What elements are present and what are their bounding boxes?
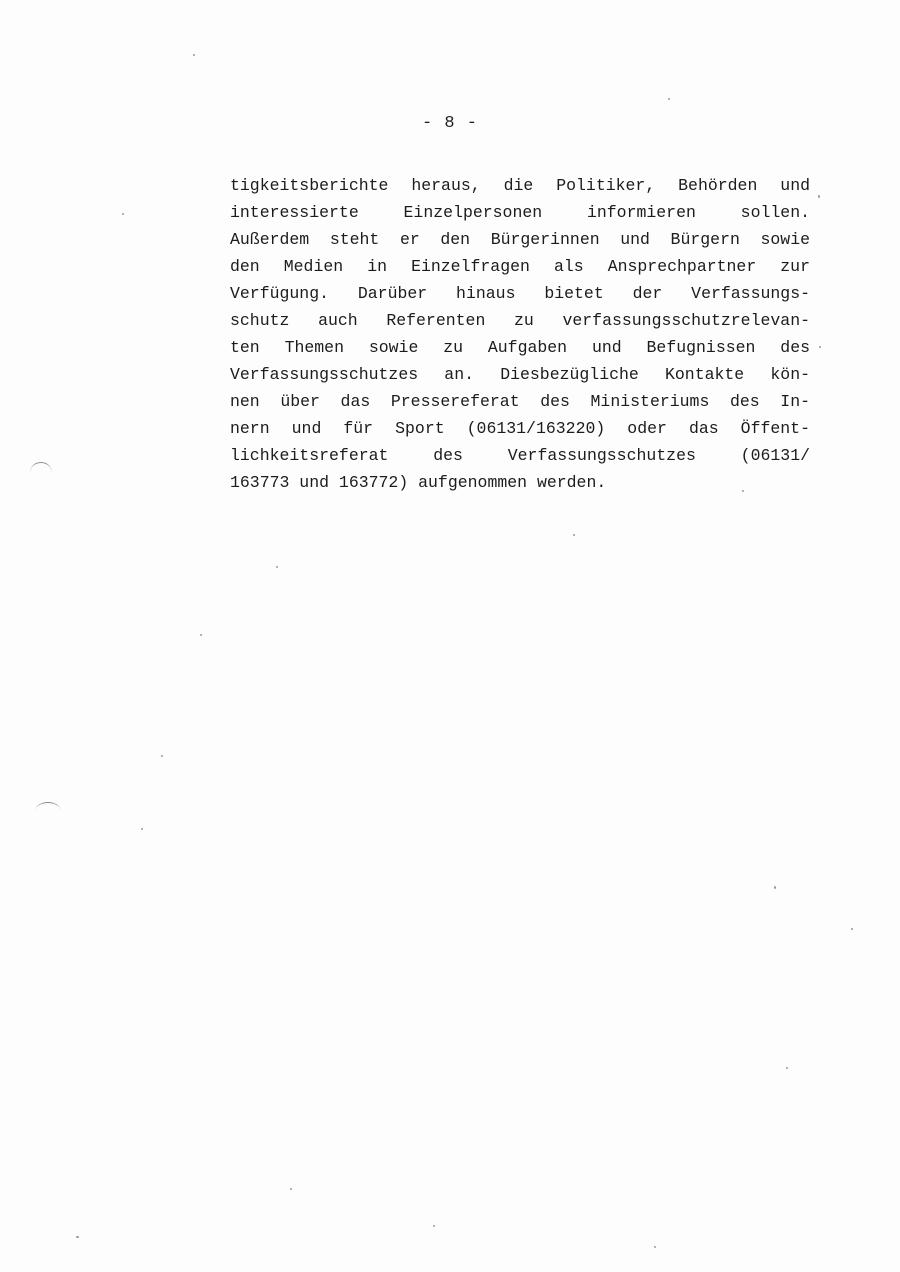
scan-speck [276,566,278,568]
text-line: Verfügung. Darüber hinaus bietet der Verfassungs- [230,284,810,303]
text-line: lichkeitsreferat des Verfassungsschutzes (06131/ [230,446,810,465]
text-line: nen über das Pressereferat des Ministeriums des In- [230,392,810,411]
text-line: 163773 und 163772) aufgenommen werden. [230,473,607,492]
scan-speck [76,1236,79,1238]
scan-speck [141,828,143,830]
scan-speck [193,54,195,56]
text-line: Verfassungsschutzes an. Diesbezügliche Kontakte kön- [230,365,810,384]
scan-speck [774,886,776,889]
scan-speck [433,1225,435,1227]
body-paragraph [230,172,810,496]
scan-mark [30,462,52,483]
text-line: tigkeitsberichte heraus, die Politiker, Behörden und [230,176,810,195]
scan-speck [290,1188,292,1190]
scan-speck [573,534,575,536]
scan-mark [36,802,60,817]
scan-speck [200,634,202,636]
text-line: den Medien in Einzelfragen als Ansprechpartner zur [230,257,810,276]
scan-speck [654,1246,656,1248]
scan-speck [668,98,670,100]
text-line: interessierte Einzelpersonen informieren sollen. [230,203,810,222]
text-line: ten Themen sowie zu Aufgaben und Befugnissen des [230,338,810,357]
scan-speck [786,1067,788,1069]
scan-speck [161,755,163,757]
text-line: Außerdem steht er den Bürgerinnen und Bürgern sowie [230,230,810,249]
scan-speck [851,928,853,930]
scan-speck [819,346,821,348]
scan-speck [122,213,124,215]
page-number: - 8 - [421,114,478,133]
scan-speck [818,195,820,198]
scan-speck [742,490,744,492]
text-line: schutz auch Referenten zu verfassungsschutzrelevan- [230,311,810,330]
text-line: nern und für Sport (06131/163220) oder das Öffent- [230,419,810,438]
